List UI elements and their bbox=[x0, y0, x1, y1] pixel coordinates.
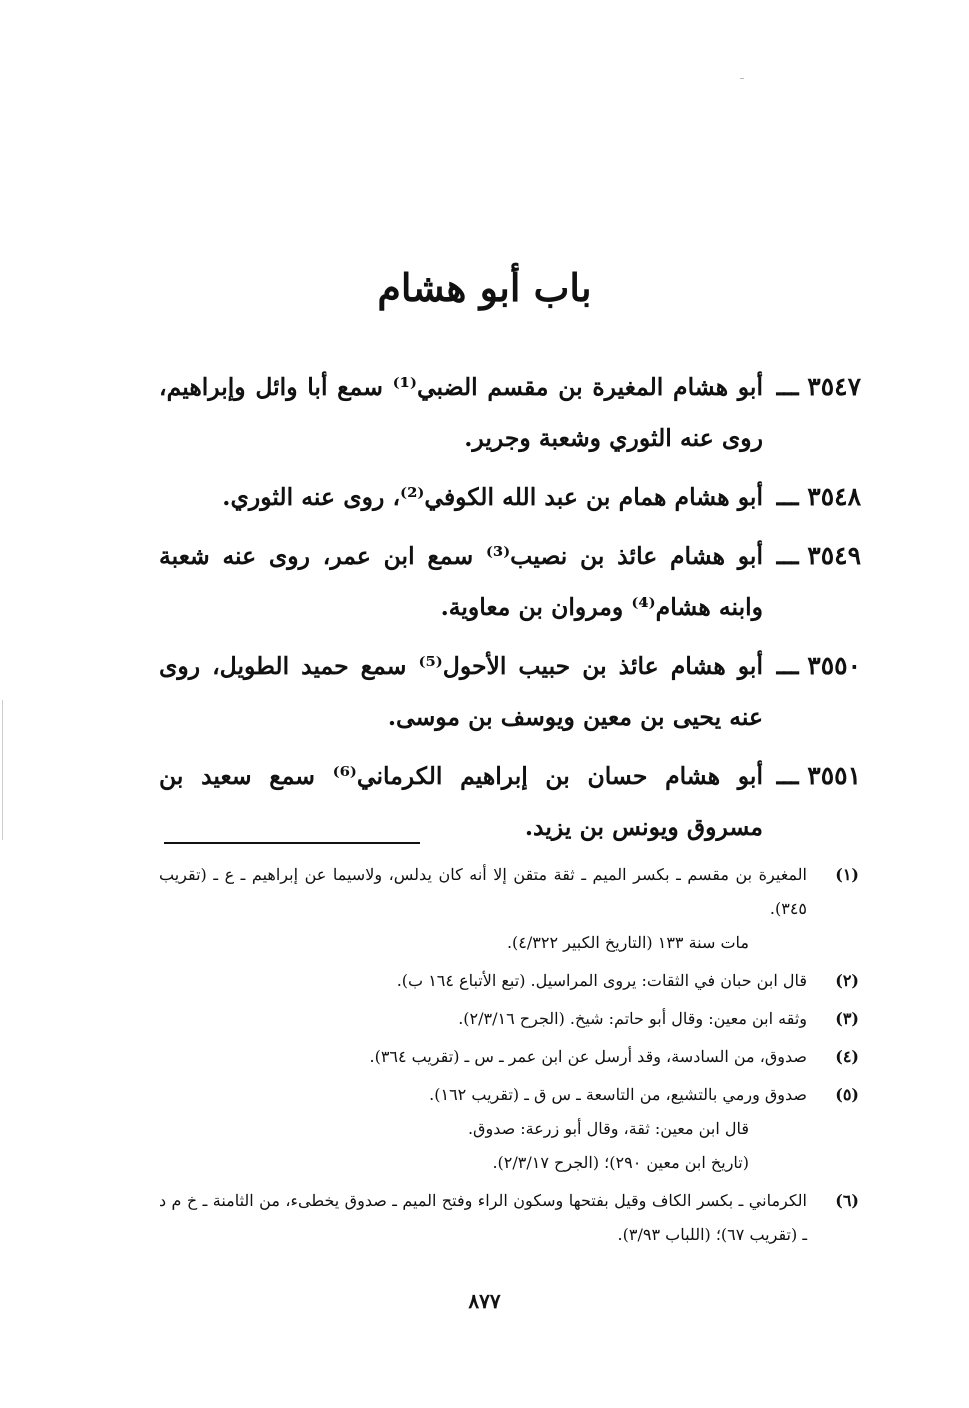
entries-list bbox=[159, 362, 859, 861]
footnote-number: (٢) bbox=[835, 971, 859, 990]
footnote-text: صدوق، من السادسة، وقد أرسل عن ابن عمر ـ س ـ (تقريب ٣٦٤). bbox=[369, 1047, 807, 1066]
entry-number: ٣٥٥١ ـــ bbox=[776, 761, 861, 790]
entry-text: أبو هشام حسان بن إبراهيم الكرماني⁽⁶⁾ سمع سعيد بن مسروق ويونس بن يزيد. bbox=[159, 762, 763, 841]
footnote-text: وثقه ابن معين: وقال أبو حاتم: شيخ. (الجرح ٢/٣/١٦). bbox=[458, 1009, 807, 1028]
entry bbox=[159, 641, 859, 743]
page-number: ٨٧٧ bbox=[468, 1289, 501, 1313]
entry bbox=[159, 751, 859, 853]
entry-number: ٣٥٤٧ ـــ bbox=[776, 372, 861, 401]
footnote-text: قال ابن حبان في الثقات: يروى المراسيل. (تبع الأتباع ١٦٤ ب). bbox=[396, 971, 807, 990]
footnote bbox=[159, 858, 859, 960]
entry-text: أبو هشام همام بن عبد الله الكوفي⁽²⁾، روى عنه الثوري. bbox=[222, 483, 763, 511]
chapter-title: باب أبو هشام bbox=[377, 265, 592, 310]
footnote-divider bbox=[164, 842, 420, 844]
entry bbox=[159, 362, 859, 464]
entry-number: ٣٥٤٩ ـــ bbox=[776, 541, 861, 570]
footnote-number: (٦) bbox=[835, 1191, 859, 1210]
footnote bbox=[159, 1078, 859, 1180]
footnote bbox=[159, 1040, 859, 1074]
entry-number: ٣٥٤٨ ـــ bbox=[776, 482, 861, 511]
entry-number: ٣٥٥٠ ـــ bbox=[776, 651, 861, 680]
footnote-subtext: مات سنة ١٣٣ (التاريخ الكبير ٤/٣٢٢). bbox=[506, 933, 749, 952]
footnote-text: المغيرة بن مقسم ـ بكسر الميم ـ ثقة متقن إلا أنه كان يدلس، ولاسيما عن إبراهيم ـ ع ـ (تقريب ٣٤٥). bbox=[159, 865, 807, 918]
footnote bbox=[159, 1002, 859, 1036]
footnote-number: (١) bbox=[835, 865, 859, 884]
entry-text: أبو هشام المغيرة بن مقسم الضبي⁽¹⁾ سمع أبا وائل وإبراهيم، روى عنه الثوري وشعبة وجرير. bbox=[159, 373, 764, 452]
scan-artifact bbox=[740, 78, 744, 79]
footnote bbox=[159, 1184, 859, 1252]
footnote-subtext: (تاريخ ابن معين ٢٩٠)؛ (الجرح ٢/٣/١٧). bbox=[492, 1153, 749, 1172]
footnote-text: صدوق ورمي بالتشيع، من التاسعة ـ س ق ـ (تقريب ١٦٢). bbox=[429, 1085, 807, 1104]
entry-text: أبو هشام عائذ بن نصيب⁽³⁾ سمع ابن عمر، روى عنه شعبة وابنه هشام⁽⁴⁾ ومروان بن معاوية. bbox=[159, 542, 764, 621]
entry bbox=[159, 531, 859, 633]
footnote-number: (٣) bbox=[835, 1009, 859, 1028]
footnote-text: الكرماني ـ بكسر الكاف وقيل بفتحها وسكون الراء وفتح الميم ـ صدوق يخطىء، من الثامنة ـ خ م د ـ (تقريب ٦٧)؛ (اللباب ٣/٩٣). bbox=[159, 1191, 807, 1244]
scan-artifact bbox=[2, 700, 3, 840]
entry bbox=[159, 472, 859, 523]
footnotes-list bbox=[159, 858, 859, 1256]
footnote-number: (٥) bbox=[835, 1085, 859, 1104]
entry-text: أبو هشام عائذ بن حبيب الأحول⁽⁵⁾ سمع حميد الطويل، روى عنه يحيى بن معين ويوسف بن موسى. bbox=[159, 652, 763, 731]
footnote bbox=[159, 964, 859, 998]
footnote-subtext: قال ابن معين: ثقة، وقال أبو زرعة: صدوق. bbox=[467, 1119, 749, 1138]
footnote-number: (٤) bbox=[835, 1047, 859, 1066]
